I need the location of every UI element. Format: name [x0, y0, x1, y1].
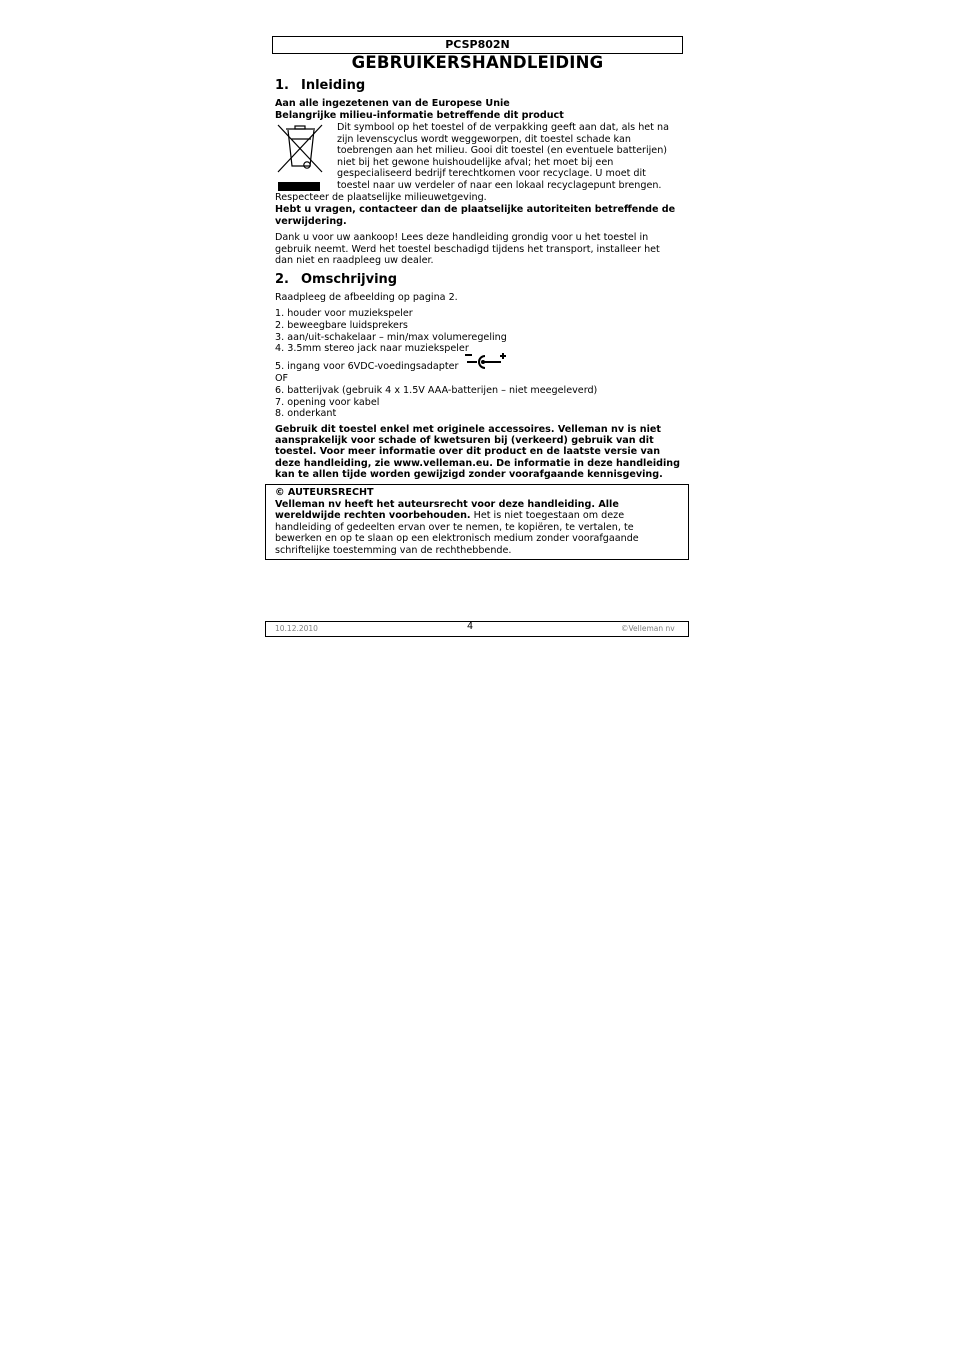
model-number: PCSP802N	[445, 38, 510, 51]
copyright-mixed-line	[275, 510, 639, 522]
list-item-text: aan/uit-schakelaar – min/max volumeregeling	[287, 332, 507, 343]
section-1-number: 1.	[275, 78, 289, 93]
warning-line: aansprakelijk voor schade of kwetsuren bij (verkeerd) gebruik van dit	[275, 435, 654, 447]
list-item	[275, 308, 413, 320]
list-item	[275, 332, 507, 344]
list-item-text: 3.5mm stereo jack naar muziekspeler	[287, 343, 469, 354]
warning-line: Gebruik dit toestel enkel met originele accessoires. Velleman nv is niet	[275, 424, 661, 435]
list-item-text: beweegbare luidsprekers	[287, 320, 408, 331]
list-item-number: 4.	[275, 343, 285, 354]
list-item-text: ingang voor 6VDC-voedingsadapter	[287, 361, 459, 372]
section-1-title: Inleiding	[301, 78, 366, 93]
weee-line: toestel naar uw verdeler of naar een lokaal recyclagepunt brengen.	[337, 179, 662, 191]
section-1-heading	[275, 78, 365, 94]
list-item	[275, 385, 597, 397]
weee-line: zijn levenscyclus wordt weggeworpen, dit toestel schade kan	[337, 133, 631, 145]
footer-brand: ©Velleman nv	[621, 624, 675, 633]
list-item-text: batterijvak (gebruik 4 x 1.5V AAA-batterijen – niet meegeleverd)	[287, 385, 598, 396]
section-2-number: 2.	[275, 272, 289, 287]
list-item-number: 8.	[275, 408, 285, 419]
list-item-number: 3.	[275, 332, 285, 343]
thanks-line: dan niet en raadpleeg uw dealer.	[275, 255, 434, 267]
section-2-title: Omschrijving	[301, 272, 398, 287]
list-item-text: opening voor kabel	[287, 397, 380, 408]
list-item	[275, 343, 469, 355]
copyright-text	[275, 487, 639, 557]
thanks-line: Dank u voor uw aankoop! Lees deze handleiding grondig voor u het toestel in	[275, 232, 649, 243]
contact-line: verwijdering.	[275, 215, 347, 227]
copyright-heading: © AUTEURSRECHT	[275, 487, 374, 498]
list-item	[275, 373, 288, 385]
thanks-line: gebruik neemt. Werd het toestel beschadigd tijdens het transport, installeer het	[275, 243, 660, 255]
weee-line: niet bij het gewone huishoudelijke afval; het moet bij een	[337, 156, 614, 168]
dc-polarity-icon	[463, 352, 509, 370]
section-2-heading	[275, 272, 397, 288]
list-item	[275, 320, 408, 332]
list-item-number: 2.	[275, 320, 285, 331]
model-number-box	[272, 36, 683, 54]
contact-line: Hebt u vragen, contacteer dan de plaatselijke autoriteiten betreffende de	[275, 204, 676, 215]
copyright-bold-line: Velleman nv heeft het auteursrecht voor deze handleiding. Alle	[275, 498, 619, 510]
document-title: GEBRUIKERSHANDLEIDING	[351, 53, 604, 72]
list-item	[275, 408, 336, 420]
list-item-text: houder voor muziekspeler	[287, 308, 413, 319]
list-item-number: 7.	[275, 397, 285, 408]
weee-paragraph	[337, 122, 669, 192]
copyright-regular-segment: Het is niet toegestaan om deze	[470, 510, 625, 522]
list-item-number: 1.	[275, 308, 285, 319]
contact-authorities-text	[275, 204, 675, 227]
eu-residents-heading: Aan alle ingezetenen van de Europese Unie	[275, 98, 510, 109]
warning-line: deze handleiding, zie www.velleman.eu. De informatie in deze handleiding	[275, 457, 680, 469]
page-number: 4	[467, 621, 474, 632]
list-item	[275, 361, 458, 373]
footer-date: 10.12.2010	[275, 624, 318, 633]
respect-legislation-text: Respecteer de plaatselijke milieuwetgeving.	[275, 192, 487, 203]
list-item	[275, 397, 379, 409]
accessories-warning	[275, 424, 680, 480]
weee-line: Dit symbool op het toestel of de verpakking geeft aan dat, als het na	[337, 122, 669, 133]
thanks-paragraph	[275, 232, 660, 267]
refer-picture-text: Raadpleeg de afbeelding op pagina 2.	[275, 292, 458, 303]
list-item-text: OF	[275, 373, 289, 384]
weee-bin-icon	[277, 123, 324, 193]
warning-line: toestel. Voor meer informatie over dit product en de laatste versie van	[275, 446, 661, 458]
copyright-line: handleiding of gedeelten ervan over te nemen, te kopiëren, te vertalen, te	[275, 521, 634, 533]
weee-line: gespecialiseerd bedrijf terechtkomen voor recyclage. U moet dit	[337, 168, 646, 180]
list-item-text: onderkant	[287, 408, 337, 419]
warning-line: kan te allen tijde worden gewijzigd zonder voorafgaande kennisgeving.	[275, 468, 663, 480]
weee-line: toebrengen aan het milieu. Gooi dit toestel (en eventuele batterijen)	[337, 145, 668, 157]
list-item-number: 5.	[275, 361, 285, 372]
environment-info-heading: Belangrijke milieu-informatie betreffende dit product	[275, 110, 564, 121]
copyright-line: bewerken en op te slaan op een elektronisch medium zonder voorafgaande	[275, 533, 639, 545]
list-item-number: 6.	[275, 385, 285, 396]
copyright-line: schriftelijke toestemming van de rechthebbende.	[275, 544, 512, 556]
copyright-bold-segment: wereldwijde rechten voorbehouden.	[275, 510, 471, 522]
